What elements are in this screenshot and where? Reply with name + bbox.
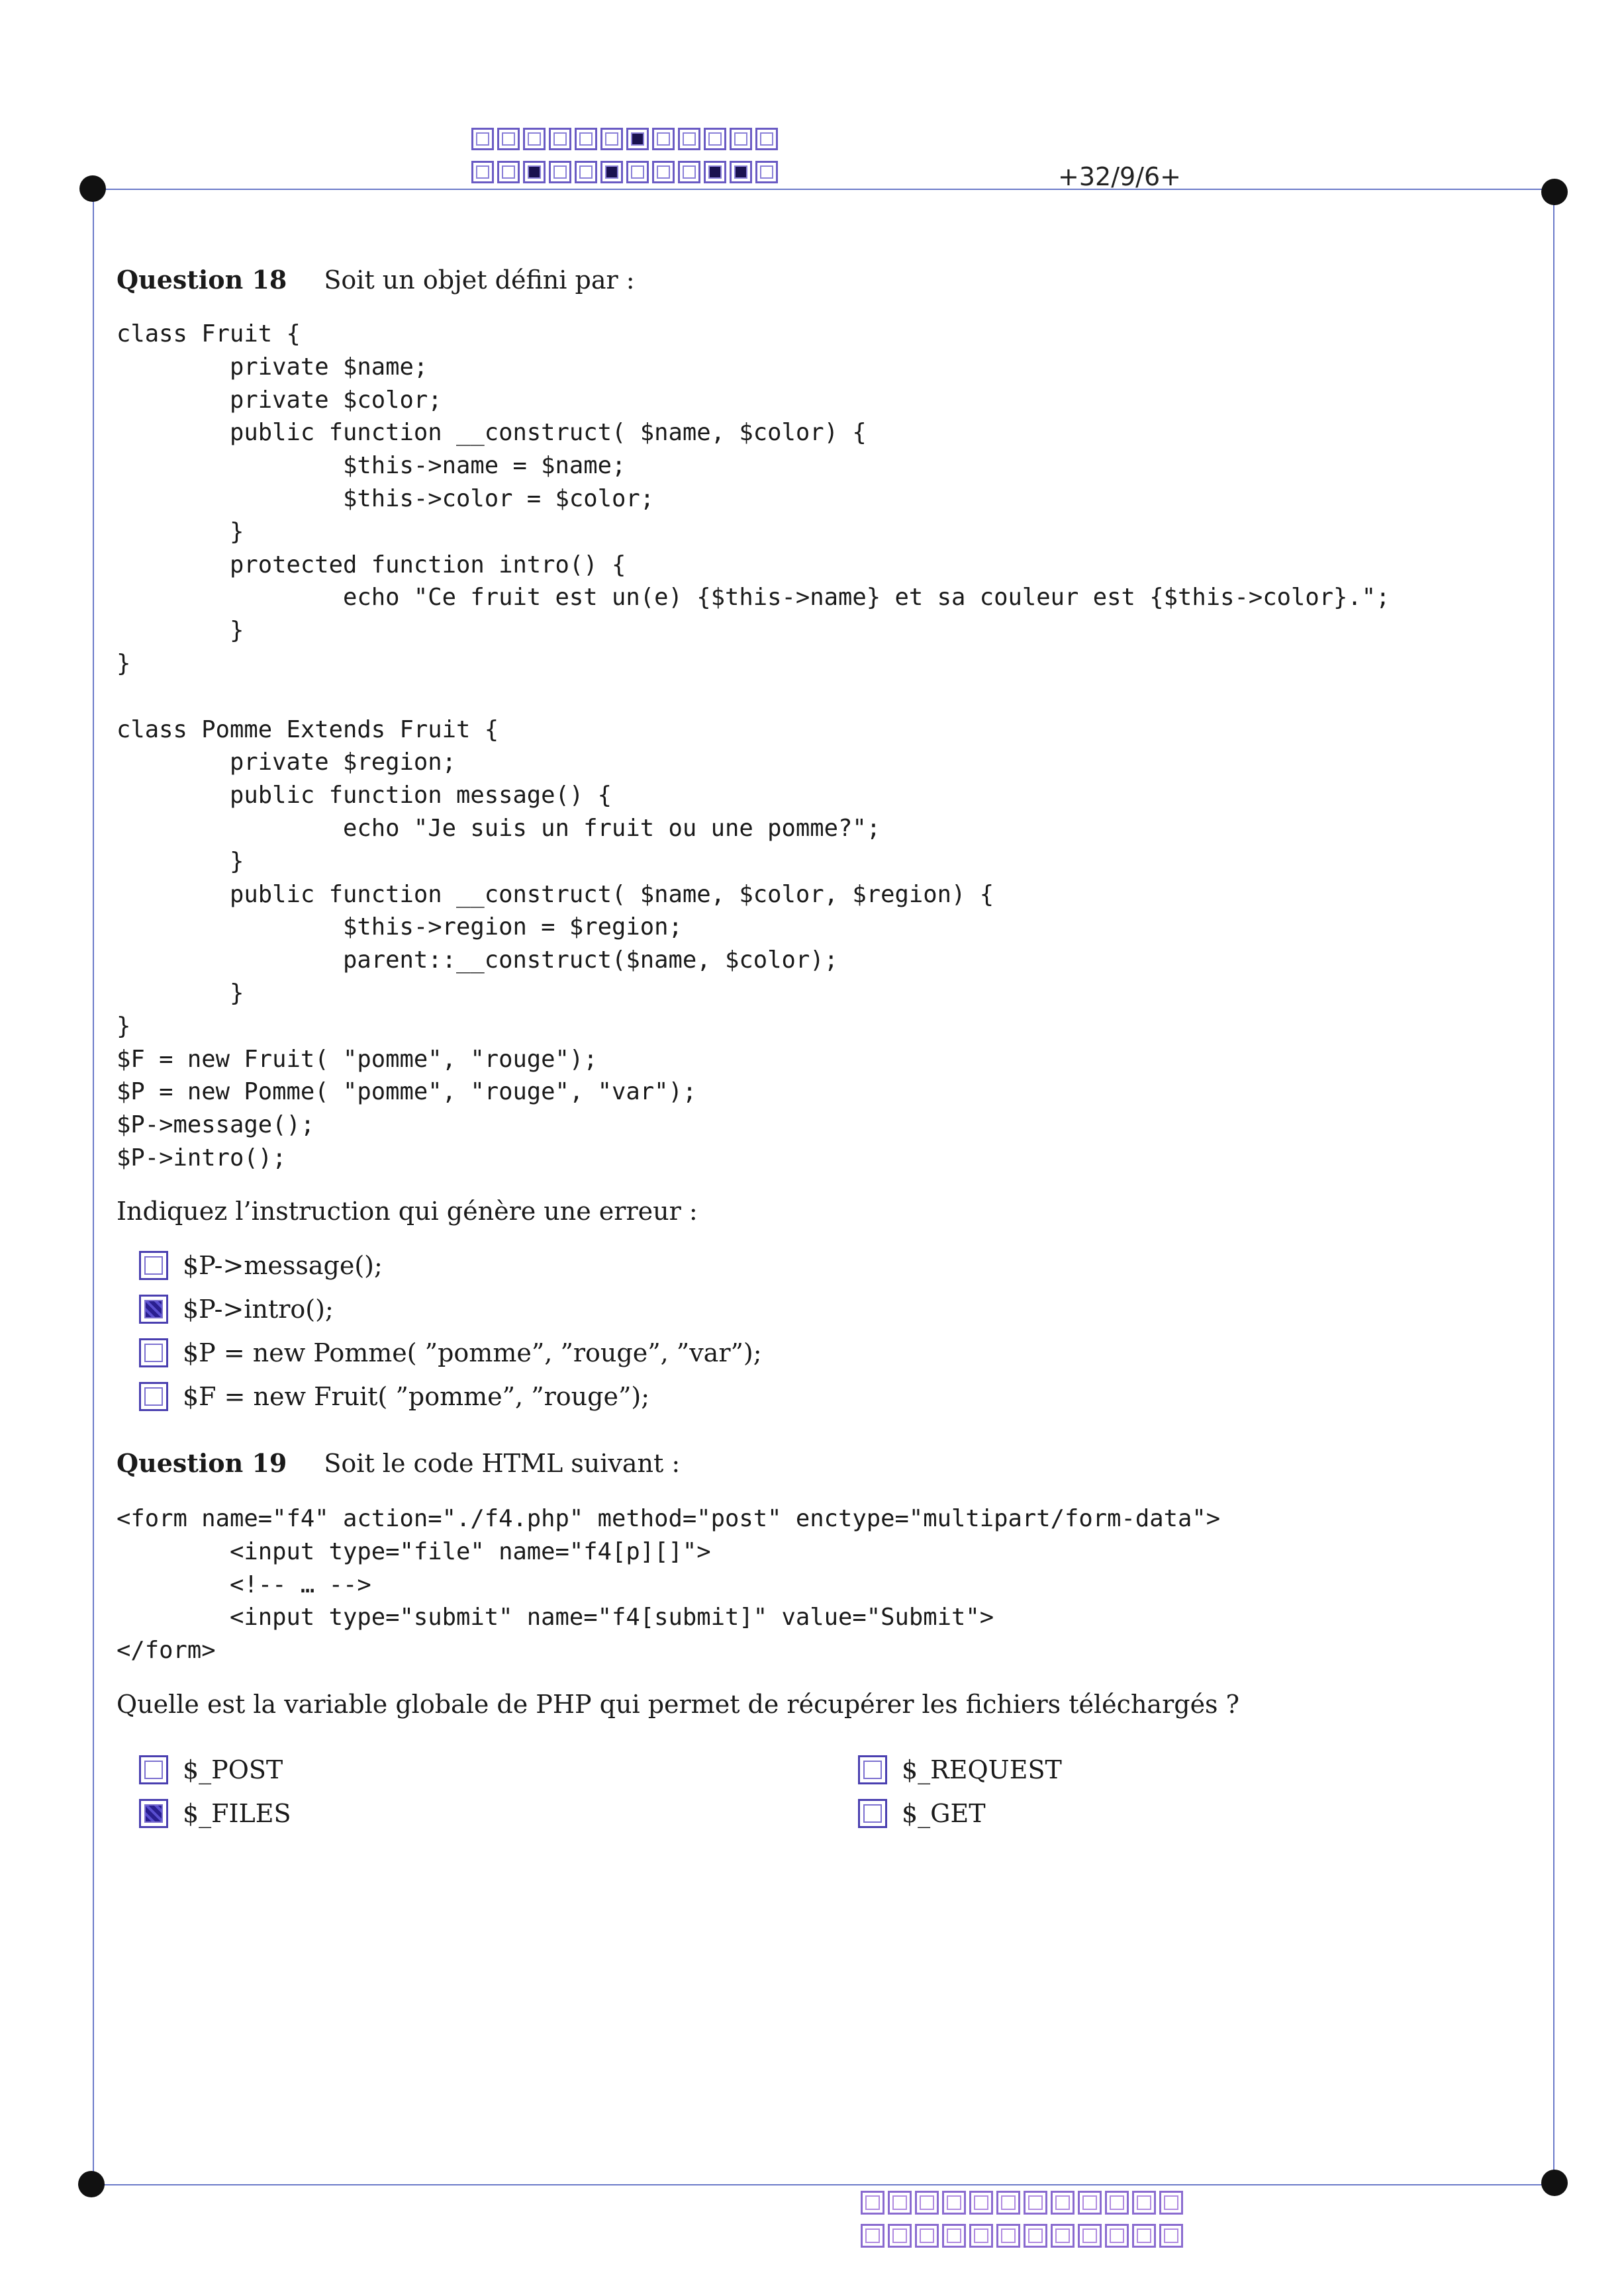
id-strip-cell — [1078, 2224, 1102, 2248]
id-strip-cell — [996, 2224, 1020, 2248]
frame-left-line — [93, 189, 94, 2184]
question-18-title — [117, 265, 635, 295]
id-strip-bottom-row1 — [861, 2191, 1186, 2215]
id-strip-cell — [678, 128, 700, 150]
id-strip-cell — [600, 161, 623, 183]
q19-option-get-label: $_GET — [902, 1799, 986, 1828]
id-strip-top-row2 — [471, 161, 781, 183]
q19-option-post[interactable] — [139, 1755, 283, 1784]
question-18-label: Question 18 — [117, 265, 287, 295]
q19-option-files-label: $_FILES — [183, 1799, 291, 1828]
q19-option-request[interactable] — [858, 1755, 1062, 1784]
frame-top-line — [93, 189, 1556, 190]
id-strip-cell — [704, 161, 726, 183]
id-strip-cell — [1159, 2191, 1183, 2215]
id-strip-cell — [575, 161, 597, 183]
id-strip-cell — [1105, 2224, 1129, 2248]
page-code: +32/9/6+ — [1058, 162, 1181, 191]
id-strip-cell — [652, 128, 675, 150]
question-18-intro: Soit un objet défini par : — [324, 265, 635, 295]
q19-option-files-checkbox[interactable] — [139, 1799, 168, 1828]
id-strip-bottom-row2 — [861, 2224, 1186, 2248]
id-strip-cell — [1105, 2191, 1129, 2215]
id-strip-cell — [755, 128, 778, 150]
id-strip-cell — [652, 161, 675, 183]
id-strip-cell — [888, 2224, 912, 2248]
id-strip-cell — [497, 128, 520, 150]
id-strip-cell — [969, 2191, 993, 2215]
q19-option-request-checkbox[interactable] — [858, 1755, 887, 1784]
id-strip-cell — [942, 2191, 966, 2215]
id-strip-top-row1 — [471, 128, 781, 150]
question-19-title — [117, 1448, 680, 1478]
id-strip-cell — [549, 161, 571, 183]
q19-option-get-checkbox[interactable] — [858, 1799, 887, 1828]
id-strip-cell — [575, 128, 597, 150]
question-19-code: <form name="f4" action="./f4.php" method="post" enctype="multipart/form-data"> <input type="file" name="f4[p][]"> <!-- … --> <input type="submit" name="f4[submit]" value="Submit"> </form> — [117, 1505, 1221, 1665]
id-strip-cell — [497, 161, 520, 183]
id-strip-cell — [915, 2224, 939, 2248]
id-strip-cell — [1159, 2224, 1183, 2248]
question-18-prompt: Indiquez l’instruction qui génère une erreur : — [117, 1197, 698, 1226]
question-19-prompt: Quelle est la variable globale de PHP qui permet de récupérer les fichiers téléchargés ? — [117, 1690, 1240, 1719]
q19-option-post-label: $_POST — [183, 1755, 283, 1784]
id-strip-cell — [915, 2191, 939, 2215]
id-strip-cell — [704, 128, 726, 150]
q18-option-4-label: $F = new Fruit( ”pomme”, ”rouge”); — [183, 1382, 650, 1411]
id-strip-cell — [600, 128, 623, 150]
q18-option-1[interactable] — [139, 1251, 383, 1280]
id-strip-cell — [1132, 2191, 1156, 2215]
q18-option-2-label: $P->intro(); — [183, 1295, 334, 1324]
q18-option-2-checkbox[interactable] — [139, 1295, 168, 1324]
id-strip-cell — [861, 2191, 884, 2215]
id-strip-cell — [1051, 2191, 1075, 2215]
id-strip-cell — [755, 161, 778, 183]
corner-marker-bottom-left — [78, 2171, 105, 2197]
id-strip-cell — [471, 128, 494, 150]
id-strip-cell — [1132, 2224, 1156, 2248]
q18-option-4[interactable] — [139, 1382, 649, 1411]
corner-marker-top-left — [79, 175, 106, 202]
q18-option-1-label: $P->message(); — [183, 1251, 383, 1280]
id-strip-cell — [969, 2224, 993, 2248]
q19-option-request-label: $_REQUEST — [902, 1755, 1062, 1784]
id-strip-cell — [523, 128, 546, 150]
id-strip-cell — [996, 2191, 1020, 2215]
id-strip-cell — [471, 161, 494, 183]
id-strip-cell — [678, 161, 700, 183]
id-strip-cell — [523, 161, 546, 183]
id-strip-cell — [730, 161, 752, 183]
id-strip-cell — [1024, 2224, 1047, 2248]
q18-option-3-label: $P = new Pomme( ”pomme”, ”rouge”, ”var”); — [183, 1338, 762, 1367]
q18-option-2[interactable] — [139, 1295, 334, 1324]
question-18-code: class Fruit { private $name; private $color; public function __construct( $name, $color) { $this->name = $name; $this->color = $color; } protected function intro() { echo "Ce fruit est un(e) {$this->name} et sa couleur est {$this->color}."; } } class Pomme Extends Fruit { private $region; public function message() { echo "Je suis un fruit ou une pomme?"; } public function __construct( $name, $color, $region) { $this->region = $region; parent::__construct($name, $color); } } $F = new Fruit( "pomme", "rouge"); $P = new Pomme( "pomme", "rouge", "var"); $P->message(); $P->intro(); — [117, 320, 1390, 1171]
id-strip-cell — [1051, 2224, 1075, 2248]
q19-option-files[interactable] — [139, 1799, 291, 1828]
q19-option-post-checkbox[interactable] — [139, 1755, 168, 1784]
id-strip-cell — [626, 161, 649, 183]
corner-marker-bottom-right — [1541, 2170, 1568, 2196]
q18-option-3-checkbox[interactable] — [139, 1338, 168, 1367]
q18-option-4-checkbox[interactable] — [139, 1382, 168, 1411]
id-strip-cell — [730, 128, 752, 150]
frame-bottom-line — [93, 2184, 1556, 2185]
id-strip-cell — [1078, 2191, 1102, 2215]
question-19-label: Question 19 — [117, 1448, 287, 1478]
id-strip-cell — [1024, 2191, 1047, 2215]
q19-option-get[interactable] — [858, 1799, 986, 1828]
corner-marker-top-right — [1541, 179, 1568, 205]
frame-right-line — [1553, 189, 1554, 2184]
question-19-intro: Soit le code HTML suivant : — [324, 1449, 681, 1478]
id-strip-cell — [888, 2191, 912, 2215]
q18-option-3[interactable] — [139, 1338, 762, 1367]
id-strip-cell — [861, 2224, 884, 2248]
id-strip-cell — [549, 128, 571, 150]
q18-option-1-checkbox[interactable] — [139, 1251, 168, 1280]
id-strip-cell — [942, 2224, 966, 2248]
id-strip-cell — [626, 128, 649, 150]
